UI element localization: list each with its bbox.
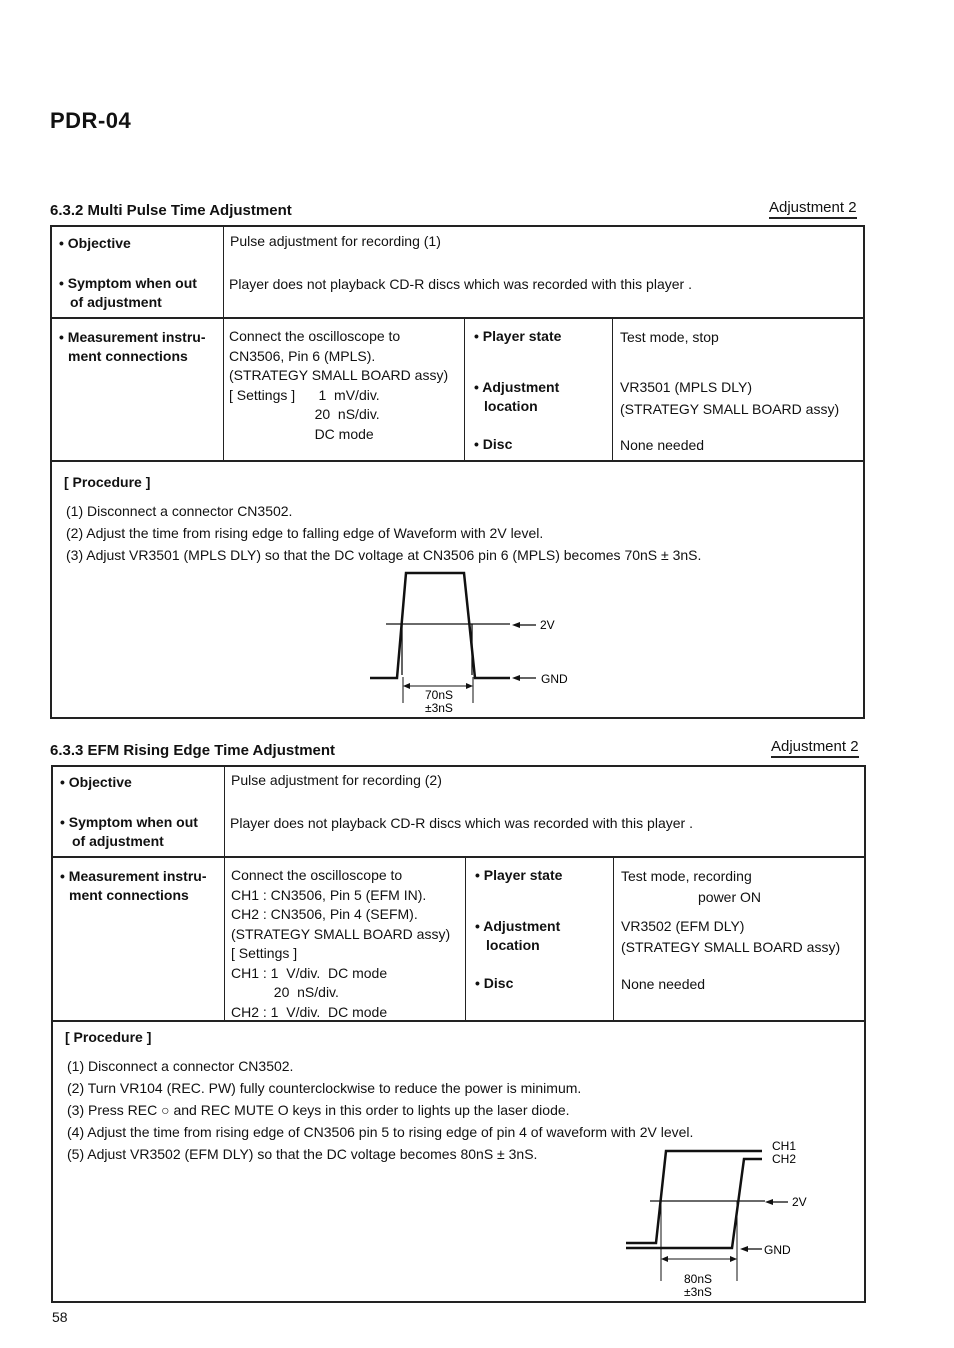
measurement-line: [ Settings ] 1 mV/div. bbox=[229, 386, 380, 403]
section2-disc-value: None needed bbox=[621, 976, 706, 992]
section1-objective-label: • Objective bbox=[59, 235, 131, 251]
procedure-step: (1) Disconnect a connector CN3502. bbox=[66, 503, 293, 519]
procedure-step: (5) Adjust VR3502 (EFM DLY) so that the DC voltage becomes 80nS ± 3nS. bbox=[67, 1146, 538, 1162]
section2-symptom-label: • Symptom when out bbox=[60, 814, 198, 830]
measurement-line: CH2 : CN3506, Pin 4 (SEFM). bbox=[231, 906, 418, 922]
measurement-line: CH1 : 1 V/div. DC mode bbox=[231, 964, 388, 981]
section1-adjustment-tag: Adjustment 2 bbox=[769, 199, 857, 219]
section1-disc-value: None needed bbox=[620, 437, 705, 453]
procedure-step: (3) Adjust VR3501 (MPLS DLY) so that the DC voltage at CN3506 pin 6 (MPLS) becomes 70nS ± 3nS. bbox=[66, 547, 702, 563]
section1-procedure-heading: [ Procedure ] bbox=[64, 474, 151, 490]
wave1-tolerance-label: ±3nS bbox=[425, 701, 453, 715]
section2-disc-label: • Disc bbox=[475, 975, 514, 991]
wave2-ch1-label: CH1 bbox=[772, 1139, 797, 1153]
section1-symptom-value: Player does not playback CD-R discs which was recorded with this player . bbox=[229, 276, 692, 292]
wave1-gnd-label: GND bbox=[541, 672, 568, 686]
section1-title: 6.3.2 Multi Pulse Time Adjustment bbox=[50, 202, 292, 219]
section1-procedure-steps bbox=[66, 500, 701, 566]
section2-player-state-value: Test mode, recording bbox=[621, 868, 752, 884]
procedure-step: (4) Adjust the time from rising edge of CN3506 pin 5 to rising edge of pin 4 of waveform with 2V level. bbox=[67, 1124, 694, 1140]
section1-adjustment-location-value-2: (STRATEGY SMALL BOARD assy) bbox=[620, 401, 840, 417]
section1-symptom-label: • Symptom when out bbox=[59, 275, 197, 291]
section1-disc-label: • Disc bbox=[474, 436, 513, 452]
section2-objective-value: Pulse adjustment for recording (2) bbox=[231, 772, 442, 788]
section1-measurement-label-2: ment connections bbox=[68, 348, 188, 364]
section1-measurement-label: • Measurement instru- bbox=[59, 329, 206, 345]
section1-player-state-value: Test mode, stop bbox=[620, 329, 719, 345]
measurement-line: CN3506, Pin 6 (MPLS). bbox=[229, 347, 376, 364]
wave2-2v-label: 2V bbox=[792, 1195, 807, 1209]
section2-adjustment-tag: Adjustment 2 bbox=[771, 738, 859, 758]
measurement-line: CH1 : CN3506, Pin 5 (EFM IN). bbox=[231, 886, 427, 903]
section1-adjustment-location-value: VR3501 (MPLS DLY) bbox=[620, 379, 753, 395]
procedure-step: (3) Press REC ○ and REC MUTE O keys in this order to lights up the laser diode. bbox=[67, 1102, 570, 1118]
section2-measurement-details bbox=[231, 866, 450, 1022]
section2-measurement-label: • Measurement instru- bbox=[60, 868, 207, 884]
measurement-line: Connect the oscilloscope to bbox=[231, 867, 403, 883]
wave1-time-label: 70nS bbox=[425, 688, 454, 702]
section1-symptom-label-2: of adjustment bbox=[70, 294, 162, 310]
section2-symptom-label-2: of adjustment bbox=[72, 833, 164, 849]
section1-player-state-label: • Player state bbox=[474, 328, 562, 344]
section1-objective-value: Pulse adjustment for recording (1) bbox=[230, 233, 441, 249]
section2-player-state-label: • Player state bbox=[475, 867, 563, 883]
measurement-line: [ Settings ] bbox=[231, 945, 298, 961]
wave2-tolerance-label: ±3nS bbox=[684, 1285, 712, 1299]
document-title: PDR-04 bbox=[50, 108, 132, 133]
wave2-time-label: 80nS bbox=[684, 1272, 713, 1286]
measurement-line: 20 nS/div. bbox=[229, 406, 380, 422]
measurement-line: Connect the oscilloscope to bbox=[229, 328, 401, 344]
section2-objective-label: • Objective bbox=[60, 774, 132, 790]
wave2-ch2-label: CH2 bbox=[772, 1152, 797, 1166]
section1-adjustment-location-label-2: location bbox=[484, 398, 538, 414]
section2-title: 6.3.3 EFM Rising Edge Time Adjustment bbox=[50, 742, 336, 759]
measurement-line: DC mode bbox=[229, 425, 374, 442]
section1-measurement-details bbox=[229, 327, 448, 444]
measurement-line: (STRATEGY SMALL BOARD assy) bbox=[229, 367, 449, 383]
measurement-line: 20 nS/div. bbox=[231, 984, 339, 1000]
section2-procedure-heading: [ Procedure ] bbox=[65, 1029, 152, 1045]
section2-measurement-label-2: ment connections bbox=[69, 887, 189, 903]
measurement-line: CH2 : 1 V/div. DC mode bbox=[231, 1003, 388, 1020]
wave2-gnd-label: GND bbox=[764, 1243, 791, 1257]
section2-waveform-diagram bbox=[620, 1135, 820, 1300]
section2-procedure-steps bbox=[67, 1055, 693, 1165]
measurement-line: (STRATEGY SMALL BOARD assy) bbox=[231, 925, 451, 942]
section1-adjustment-location-label: • Adjustment bbox=[474, 379, 560, 395]
section2-adjustment-location-value: VR3502 (EFM DLY) bbox=[621, 918, 745, 934]
section2-symptom-value: Player does not playback CD-R discs which was recorded with this player . bbox=[230, 815, 693, 831]
procedure-step: (2) Turn VR104 (REC. PW) fully counterclockwise to reduce the power is minimum. bbox=[67, 1080, 582, 1096]
procedure-step: (2) Adjust the time from rising edge to falling edge of Waveform with 2V level. bbox=[66, 525, 544, 541]
section2-adjustment-location-label-2: location bbox=[486, 937, 540, 953]
procedure-step: (1) Disconnect a connector CN3502. bbox=[67, 1058, 294, 1074]
section1-waveform-diagram bbox=[360, 565, 580, 720]
wave1-2v-label: 2V bbox=[540, 618, 555, 632]
section2-adjustment-location-value-2: (STRATEGY SMALL BOARD assy) bbox=[621, 939, 841, 955]
page-number: 58 bbox=[52, 1309, 68, 1325]
section2-player-state-value-2: power ON bbox=[698, 889, 762, 905]
section2-adjustment-location-label: • Adjustment bbox=[475, 918, 561, 934]
